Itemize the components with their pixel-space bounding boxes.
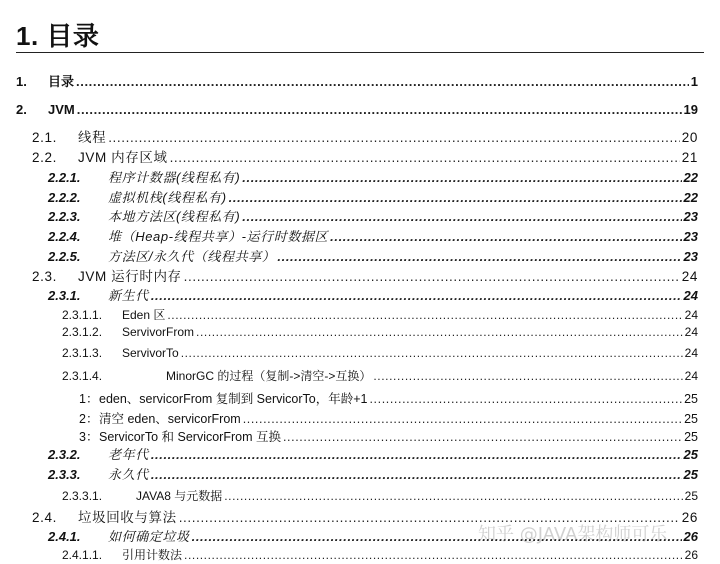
toc-page: 24 [684, 325, 698, 339]
toc-title: 清空 eden、servicorFrom [99, 412, 241, 426]
toc-page: 22 [683, 190, 698, 205]
toc-page: 25 [683, 467, 698, 482]
toc-title: 线程 [78, 130, 107, 145]
toc-title: 引用计数法 [122, 548, 183, 562]
toc-number: 2.3.1.1. [62, 308, 103, 322]
toc-title: 本地方法区(线程私有) [108, 209, 241, 224]
toc-entry-2-2-2[interactable] [48, 189, 698, 207]
toc-number: 2.2.5. [48, 249, 81, 264]
toc-leader [151, 287, 682, 305]
toc-page: 24 [683, 288, 698, 303]
toc-leader [373, 367, 682, 385]
toc-leader [229, 189, 682, 207]
toc-entry-2-4-1-1[interactable] [62, 546, 698, 564]
toc-title: 虚拟机栈(线程私有) [108, 190, 227, 205]
heading-number: 1. [16, 21, 39, 51]
toc-entry-2-3-1-3[interactable] [62, 344, 698, 362]
toc-entry-2-3-1-4[interactable] [62, 367, 698, 385]
toc-title: ServivorFrom [122, 325, 195, 339]
toc-number: 2.2.3. [48, 209, 81, 224]
toc-title: 方法区/永久代（线程共享） [108, 249, 276, 264]
toc-title: 新生代 [108, 288, 149, 303]
toc-entry-2-2[interactable] [32, 149, 698, 167]
toc-entry-step-1[interactable] [79, 390, 698, 408]
toc-page: 24 [684, 346, 698, 360]
toc-leader [184, 268, 680, 286]
toc-leader [242, 169, 681, 187]
toc-leader [243, 410, 682, 428]
toc-entry-2-3-1[interactable] [48, 287, 698, 305]
toc-page: 21 [681, 150, 698, 165]
toc-page: 22 [683, 170, 698, 185]
toc-number: 2.3.1.3. [62, 346, 103, 360]
toc-page: 26 [683, 529, 698, 544]
watermark-text: 知乎 @JAVA架构师可乐 [478, 524, 668, 545]
toc-title: 如何确定垃圾 [108, 529, 190, 544]
toc-page: 20 [681, 130, 698, 145]
toc-title: 老年代 [108, 447, 149, 462]
toc-number: 2.3.1.4. [62, 369, 103, 383]
toc-number: 2.2.2. [48, 190, 81, 205]
toc-number: 2. [16, 102, 27, 117]
toc-leader [283, 428, 682, 446]
toc-title: 永久代 [108, 467, 149, 482]
toc-number: 2.2.1. [48, 170, 81, 185]
toc-title: 垃圾回收与算法 [78, 510, 177, 525]
toc-title: JAVA8 与元数据 [136, 489, 223, 503]
toc-entry-2-3-1-2[interactable] [62, 323, 698, 341]
toc-leader [151, 446, 682, 464]
toc-title: 堆（Heap-线程共享）-运行时数据区 [108, 229, 329, 244]
toc-number: 2： [79, 412, 99, 426]
toc-leader [369, 390, 682, 408]
toc-number: 2.1. [32, 130, 57, 145]
toc-leader [224, 487, 682, 505]
toc-leader [170, 149, 680, 167]
heading-text: 目录 [46, 21, 100, 51]
toc-title: 程序计数器(线程私有) [108, 170, 241, 185]
toc-title: JVM 内存区域 [78, 150, 168, 165]
toc-leader [167, 306, 682, 324]
toc-entry-2-2-4[interactable] [48, 228, 698, 246]
toc-page: 26 [681, 510, 698, 525]
toc-entry-step-3[interactable] [79, 428, 698, 446]
toc-leader [108, 129, 680, 147]
toc-page: 25 [684, 489, 698, 503]
toc-entry-2-1[interactable] [32, 129, 698, 147]
toc-leader [184, 546, 683, 564]
toc-title: Eden 区 [122, 308, 166, 322]
toc-leader [330, 228, 681, 246]
toc-number: 2.3.3. [48, 467, 81, 482]
toc-leader [151, 466, 682, 484]
toc-title: MinorGC 的过程（复制->清空->互换） [166, 369, 372, 383]
toc-title: JVM 运行时内存 [78, 269, 182, 284]
toc-entry-2-3-2[interactable] [48, 446, 698, 464]
toc-entry-2-2-1[interactable] [48, 169, 698, 187]
toc-page: 25 [684, 392, 698, 406]
toc-entry-2-3-3-1[interactable] [62, 487, 698, 505]
toc-number: 2.3. [32, 269, 57, 284]
toc-title: ServivorTo [122, 346, 179, 360]
toc-title: ServicorTo 和 ServicorFrom 互换 [99, 430, 281, 444]
toc-page: 23 [683, 249, 698, 264]
toc-page: 25 [684, 412, 698, 426]
toc-leader [76, 73, 689, 91]
toc-page: 26 [684, 548, 698, 562]
toc-number: 2.3.1. [48, 288, 81, 303]
toc-number: 2.4. [32, 510, 57, 525]
toc-number: 2.4.1.1. [62, 548, 103, 562]
toc-title: eden、servicorFrom 复制到 ServicorTo，年龄+1 [99, 392, 368, 406]
toc-leader [196, 323, 683, 341]
toc-entry-2-3-3[interactable] [48, 466, 698, 484]
toc-leader [77, 101, 682, 119]
toc-page: 25 [683, 447, 698, 462]
toc-number: 2.3.3.1. [62, 489, 103, 503]
toc-number: 1. [16, 74, 27, 89]
toc-entry-step-2[interactable] [79, 410, 698, 428]
toc-page: 23 [683, 209, 698, 224]
toc-number: 2.3.2. [48, 447, 81, 462]
toc-leader [242, 208, 681, 226]
toc-page: 1 [690, 74, 698, 89]
toc-number: 2.2.4. [48, 229, 81, 244]
toc-number: 1： [79, 392, 99, 406]
toc-entry-2-2-3[interactable] [48, 208, 698, 226]
toc-page: 24 [684, 369, 698, 383]
toc-entry-2[interactable] [16, 101, 698, 119]
toc-entry-2-3-1-1[interactable] [62, 306, 698, 324]
toc-number: 3： [79, 430, 99, 444]
toc-page: 24 [681, 269, 698, 284]
toc-title: JVM [48, 102, 75, 117]
toc-page: 23 [683, 229, 698, 244]
toc-leader [181, 344, 683, 362]
toc-number: 2.2. [32, 150, 57, 165]
toc-leader [277, 248, 681, 266]
toc-page: 25 [684, 430, 698, 444]
toc-number: 2.3.1.2. [62, 325, 103, 339]
toc-entry-2-3[interactable] [32, 268, 698, 286]
toc-page: 24 [684, 308, 698, 322]
toc-entry-1[interactable] [16, 73, 698, 91]
toc-entry-2-2-5[interactable] [48, 248, 698, 266]
toc-page: 19 [683, 102, 698, 117]
toc-number: 2.4.1. [48, 529, 81, 544]
toc-title: 目录 [48, 74, 75, 89]
